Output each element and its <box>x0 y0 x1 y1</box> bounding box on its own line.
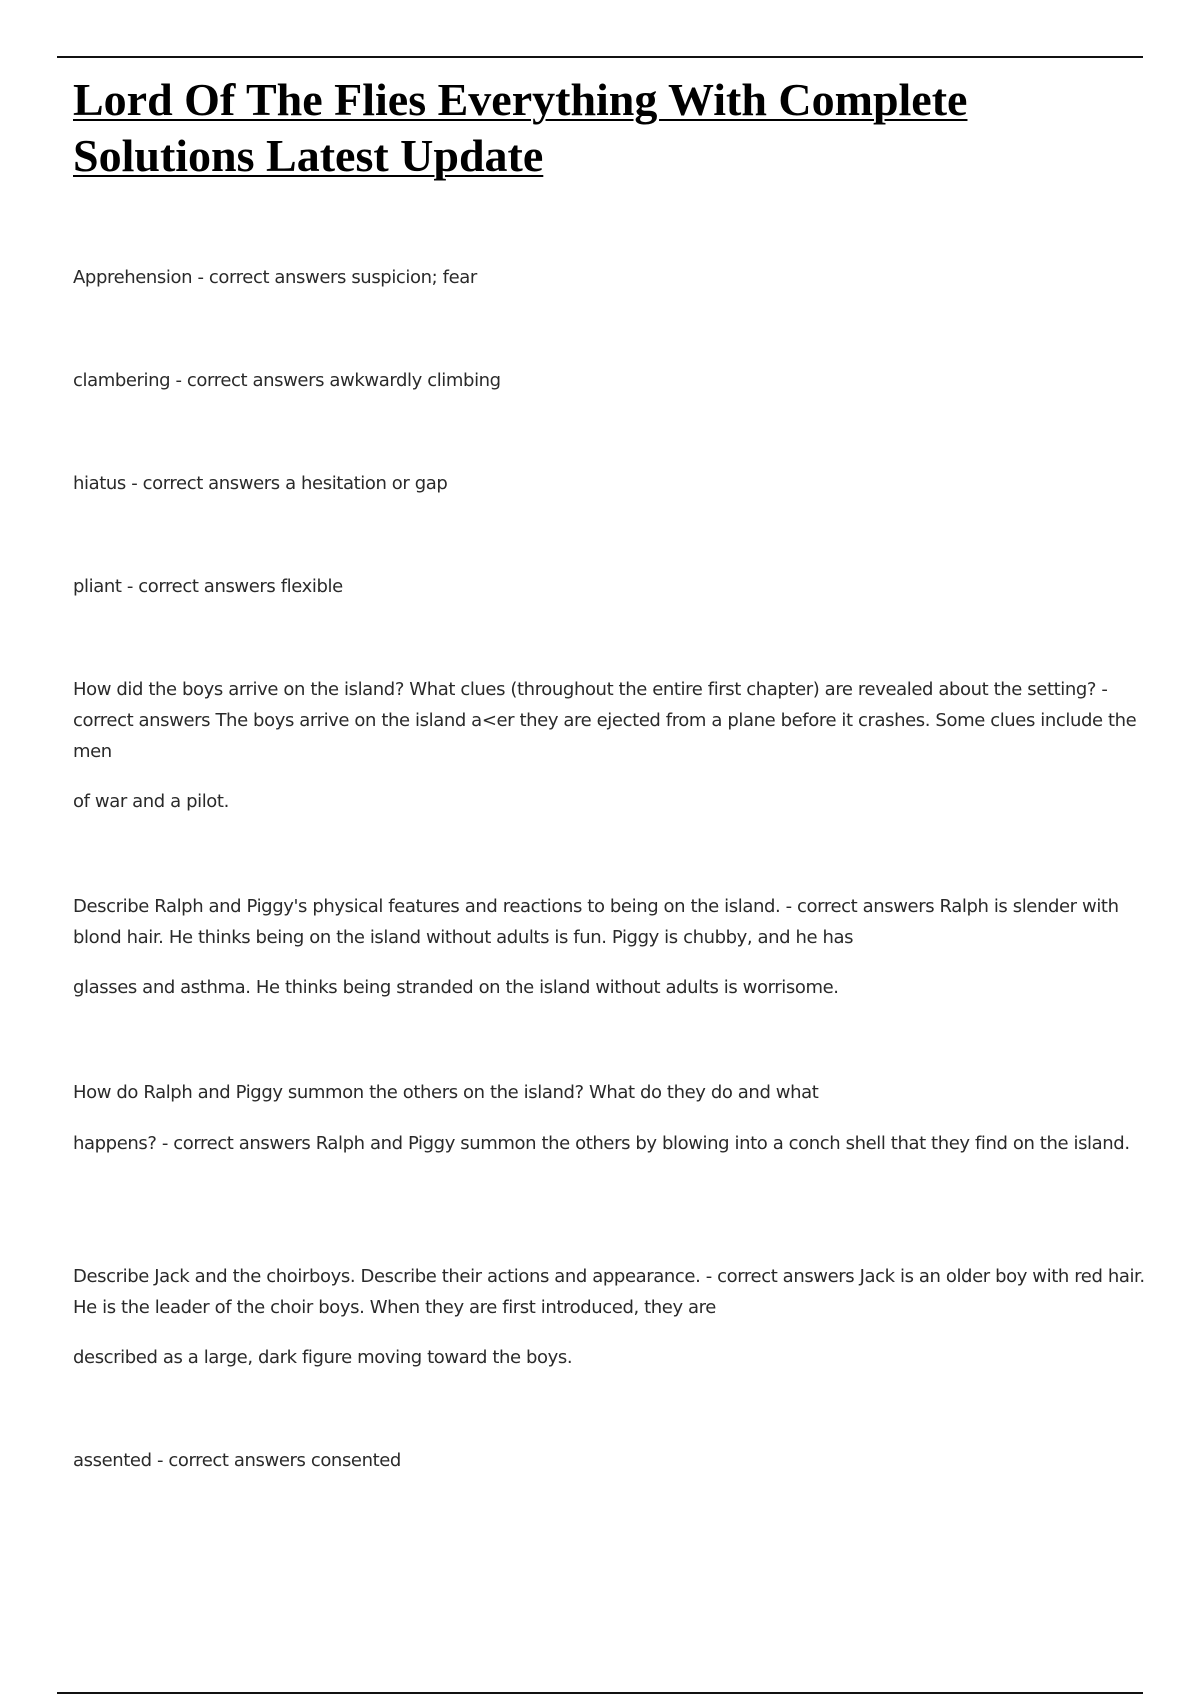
paragraph-jack-continued: described as a large, dark figure moving toward the boys. <box>73 1347 573 1368</box>
paragraph-jack-question: Describe Jack and the choirboys. Describe their actions and appearance. - correct answers Jack is an older boy with red hair. He is the leader of the choir boys. When they are first introduced, they are <box>73 1266 1145 1318</box>
paragraph-ralph-piggy-continued: glasses and asthma. He thinks being stranded on the island without adults is worrisome. <box>73 977 839 998</box>
paragraph-apprehension: Apprehension - correct answers suspicion; fear <box>73 267 477 288</box>
paragraph-arrival-continued: of war and a pilot. <box>73 791 229 812</box>
document-title: Lord Of The Flies Everything With Complete Solutions Latest Update <box>73 74 968 181</box>
paragraph-pliant: pliant - correct answers flexible <box>73 576 343 597</box>
top-rule <box>57 56 1143 58</box>
paragraph-summon-question: How do Ralph and Piggy summon the others on the island? What do they do and what <box>73 1082 819 1103</box>
paragraph-hiatus: hiatus - correct answers a hesitation or gap <box>73 473 448 494</box>
paragraph-assented: assented - correct answers consented <box>73 1450 401 1471</box>
paragraph-summon-answer: happens? - correct answers Ralph and Piggy summon the others by blowing into a conch shell that they find on the island. <box>73 1133 1130 1154</box>
paragraph-arrival-question: How did the boys arrive on the island? What clues (throughout the entire first chapter) are revealed about the setting? - correct answers The boys arrive on the island a<er they are ejected from a plane before it crashes. Some clues include the men <box>73 679 1137 762</box>
paragraph-clambering: clambering - correct answers awkwardly climbing <box>73 370 501 391</box>
bottom-rule <box>57 1692 1143 1694</box>
paragraph-ralph-piggy-question: Describe Ralph and Piggy's physical features and reactions to being on the island. - correct answers Ralph is slender with blond hair. He thinks being on the island without adults is fun. Piggy is chubby, and he has <box>73 896 1119 948</box>
